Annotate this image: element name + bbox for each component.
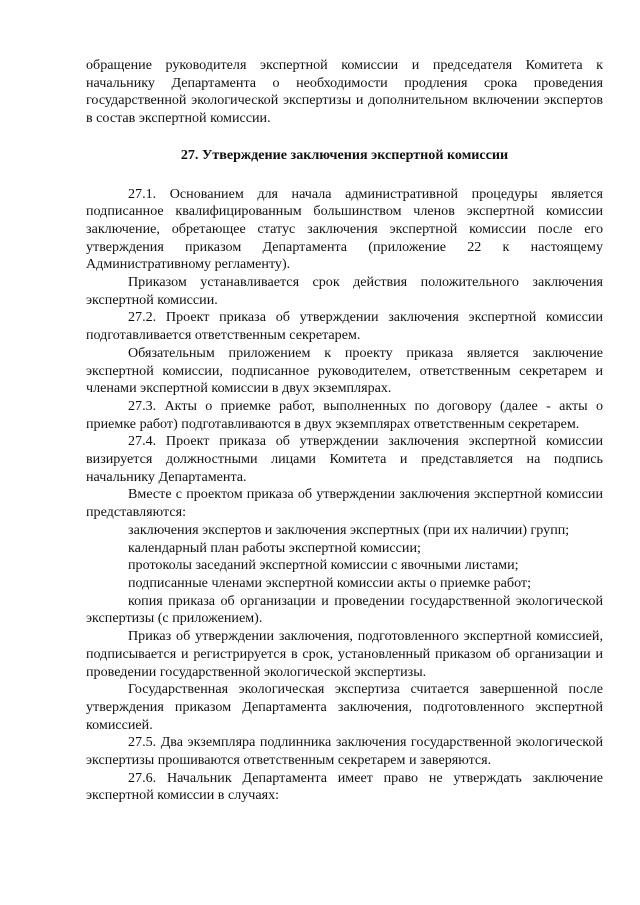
paragraph-order: Приказ об утверждении заключения, подготовленного экспертной комиссией, подписывается и регистрируется в срок, установленный приказом об организации и проведении государственной экологической экспертизы.	[86, 628, 603, 680]
list-item: подписанные членами экспертной комиссии акты о приемке работ;	[128, 574, 532, 591]
paragraph-27-1: 27.1. Основанием для начала административной процедуры является подписанное квалифицированным большинством членов экспертной комиссии заключение, обретающее статус заключения экспертной комиссии после его утверждения приказом Департамента (приложение 22 к настоящему Административному регламенту).	[86, 185, 603, 273]
paragraph-27-5: 27.5. Два экземпляра подлинника заключения государственной экологической экспертизы прошиваются ответственным секретарем и заверяются.	[86, 734, 603, 769]
intro-paragraph: обращение руководителя экспертной комиссии и председателя Комитета к начальнику Департамента о необходимости продления срока проведения государственной экологической экспертизы и дополнительном включении экспертов в состав экспертной комиссии.	[86, 57, 603, 127]
paragraph-term: Приказом устанавливается срок действия положительного заключения экспертной комиссии.	[86, 274, 603, 308]
paragraph-mandatory: Обязательным приложением к проекту приказа является заключение экспертной комиссии, подписанное руководителем, ответственным секретарем и членами экспертной комиссии в двух экземплярах.	[86, 344, 603, 397]
paragraph-27-6: 27.6. Начальник Департамента имеет право не утверждать заключение экспертной комиссии в случаях:	[86, 769, 603, 804]
section-title: 27. Утверждение заключения экспертной комиссии	[180, 146, 509, 163]
paragraph-together: Вместе с проектом приказа об утверждении заключения экспертной комиссии представляются:	[86, 486, 603, 521]
list-item: календарный план работы экспертной комиссии;	[128, 539, 421, 556]
paragraph-27-4: 27.4. Проект приказа об утверждении заключения экспертной комиссии визируется должностными лицами Комитета и представляется на подпись начальнику Департамента.	[86, 433, 603, 485]
list-item: протоколы заседаний экспертной комиссии с явочными листами;	[128, 557, 519, 574]
paragraph-completed: Государственная экологическая экспертиза считается завершенной после утверждения приказом Департамента заключения, подготовленного экспертной комиссией.	[86, 681, 603, 733]
list-item: копия приказа об организации и проведении государственной экологической экспертизы (с приложением).	[86, 592, 603, 627]
document-page	[86, 57, 603, 805]
list-item: заключения экспертов и заключения экспертных (при их наличии) групп;	[128, 521, 570, 538]
paragraph-27-2: 27.2. Проект приказа об утверждении заключения экспертной комиссии подготавливается ответственным секретарем.	[86, 309, 603, 344]
paragraph-27-3: 27.3. Акты о приемке работ, выполненных по договору (далее - акты о приемке работ) подготавливаются в двух экземплярах ответственным секретарем.	[86, 397, 603, 432]
